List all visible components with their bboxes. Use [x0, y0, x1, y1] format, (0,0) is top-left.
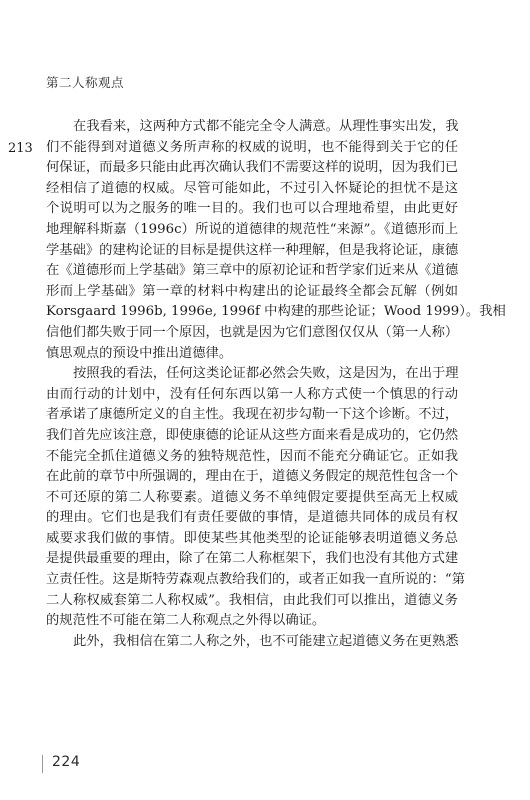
text-line: 个说明可以为之服务的唯一目的。我们也可以合理地希望，由此更好	[46, 201, 458, 217]
text-line: 此外，我相信在第二人称之外，也不可能建立起道德义务在更熟悉	[73, 633, 459, 649]
text-line: 的规范性不可能在第二人称观点之外得以确证。	[46, 613, 326, 629]
page-number: 224	[52, 754, 81, 770]
text-line: 慎思观点的预设中推出道德律。	[46, 345, 233, 361]
text-line: 按照我的看法，任何这类论证都必然会失败，这是因为，在出于理	[73, 366, 459, 382]
body-text	[46, 117, 506, 652]
text-line: 者承诺了康德所定义的自主性。我现在初步勾勒一下这个诊断。不过，	[46, 407, 459, 423]
text-line: 由而行动的计划中，没有任何东西以第一人称方式使一个慎思的行动	[46, 386, 458, 402]
margin-page-number: 213	[8, 141, 33, 156]
text-line: 们不能得到对道德义务所声称的权威的说明，也不能得到关于它的任	[46, 139, 458, 155]
text-line: 在我看来，这两种方式都不能完全令人满意。从理性事实出发，我	[73, 119, 459, 134]
footer-divider	[42, 755, 43, 773]
text-line: 信他们都失败于同一个原因，也就是因为它们意图仅仅从（第一人称）	[46, 324, 459, 340]
text-line: 地理解科斯嘉（1996c）所说的道德律的规范性“来源”。《道德形而上	[46, 221, 458, 237]
text-line: 在《道德形而上学基础》第三章中的原初论证和哲学家们近来从《道德	[46, 263, 459, 279]
text-line: 立责任性。这是斯特劳森观点教给我们的，或者正如我一直所说的：“第	[46, 572, 465, 588]
text-line: 我们首先应该注意，即使康德的论证从这些方面来看是成功的，它仍然	[46, 427, 459, 443]
text-line: 是提供最重要的理由，除了在第二人称框架下，我们也没有其他方式建	[46, 551, 459, 567]
text-line: 威要求我们做的事情。即使某些其他类型的论证能够表明道德义务总	[46, 530, 458, 546]
text-line: 不可还原的第二人称要素。道德义务不单纯假定要提供至高无上权威	[46, 489, 458, 505]
running-header: 第二人称观点	[46, 75, 125, 90]
text-line: 二人称权威套第二人称权威”。我相信，由此我们可以推出，道德义务	[46, 592, 458, 608]
text-line: 的理由。它们也是我们有责任要做的事情，是道德共同体的成员有权	[46, 510, 458, 526]
text-line: 在此前的章节中所强调的，理由在于，道德义务假定的规范性包含一个	[46, 469, 459, 485]
text-line: Korsgaard 1996b, 1996e, 1996f 中构建的那些论证；Wood 1999）。我相	[46, 304, 506, 320]
text-line: 形而上学基础》第一章的材料中构建出的论证最终全都会瓦解（例如	[46, 283, 458, 299]
text-line: 经相信了道德的权威。尽管可能如此，不过引入怀疑论的担忧不是这	[46, 180, 458, 196]
text-line: 学基础》的建构论证的目标是提供这样一种理解，但是我将论证，康德	[46, 242, 459, 258]
text-line: 不能完全抓住道德义务的独特规范性，因而不能充分确证它。正如我	[46, 448, 458, 464]
text-line: 何保证，而最多只能由此再次确认我们不需要这样的说明，因为我们已	[46, 160, 459, 176]
